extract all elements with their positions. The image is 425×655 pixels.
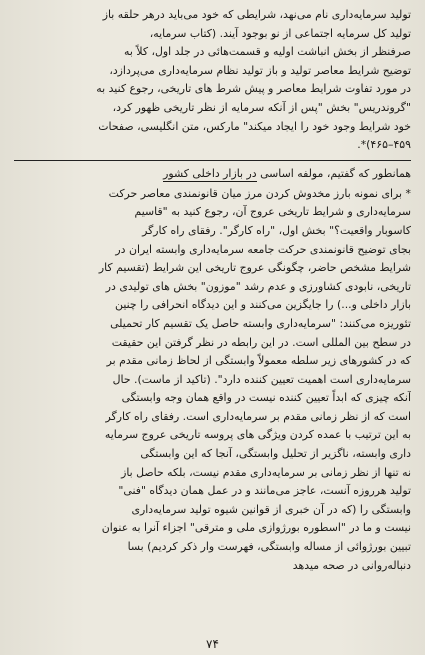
text-line: بجای توضیح قانونمندی حرکت جامعه سرمایه‌داری وابسته ایران در <box>115 242 411 256</box>
text-line: در سطح بین المللی است. در این رابطه در نظر گرفتن این حقیقت <box>111 335 411 349</box>
text-line: تولید سرمایه‌داری نام می‌نهد، شرایطی که خود می‌باید درهر حلقه باز <box>102 8 411 21</box>
text-line: سرمایه‌داری و شرایط تاریخی عروج آن، رجوع کنید به "قاسیم <box>134 205 411 219</box>
text-line: به این ترتیب با عمده کردن ویژگی های پروسه تاریخی عروج سرمایه <box>104 428 411 442</box>
text-line: نه تنها از نظر زمانی بر سرمایه‌داری مقدم نیست، بلکه حاصل باز <box>121 465 411 479</box>
text-line: است که از نظر زمانی مقدم بر سرمایه‌داری است. رفقای راه کارگر <box>105 409 411 423</box>
heading-underlined-text: در بازار داخلی کشور <box>163 166 257 180</box>
text-line: تبیین بورژوائی از مساله وابستگی، فهرست وار ذکر کردیم) بسا <box>127 540 411 554</box>
text-line: کاسوبار واقعیت؟" بخش اول، "راه کارگر". رفقای راه کارگر <box>142 223 411 237</box>
text-line: تاریخی، نابودی کشاورزی و عدم رشد "موزون" بخش های تولیدی در <box>105 279 411 293</box>
footnote-paragraph <box>14 185 411 575</box>
section-divider <box>14 160 411 161</box>
page-number: ۷۴ <box>206 637 219 651</box>
text-line: دنباله‌روانی در صحه میدهد <box>292 558 411 572</box>
text-line: ۴۵۹–۴۶۵)*. <box>357 138 411 152</box>
text-line: * برای نمونه بارز مخدوش کردن مرز میان قانونمندی معاصر حرکت <box>108 186 411 200</box>
text-line: وابستگی را (که در آن خبری از قوانین شیوه تولید سرمایه‌داری <box>131 502 411 516</box>
text-line: خود شرایط وجود خود را ایجاد میکند" مارکس، متن انگلیسی، صفحات <box>98 119 411 133</box>
text-line: سرمایه‌داری است اهمیت تعیین کننده دارد". (تاکید از ماست). حال <box>112 372 411 386</box>
text-line: که در کشورهای زیر سلطه معمولاً وابستگی از لحاظ زمانی مقدم بر <box>106 354 411 368</box>
text-line: شرایط مشخص حاضر، چگونگی عروج تاریخی این شرایط (تقسیم کار <box>98 261 411 275</box>
text-line: در مورد تفاوت شرایط معاصر و پیش شرط های تاریخی، رجوع کنید به <box>96 82 411 96</box>
text-line: "گروندریس" بخش "پس از آنکه سرمایه از نظر تاریخی ظهور کرد، <box>112 100 411 114</box>
text-line: توضیح شرایط معاصر تولید و باز تولید نظام سرمایه‌داری می‌پردازد، <box>109 63 411 77</box>
text-line: تولید کل سرمایه اجتماعی از نو بوجود آیند. (کتاب سرمایه، <box>149 26 411 40</box>
text-line: آنکه چیزی که ابداً تعیین کننده نیست در واقع همان وجه وابستگی <box>121 391 411 405</box>
paragraph-continuation <box>14 6 411 155</box>
text-line: بازار داخلی و...) را جایگزین می‌کنند و این دیدگاه انحرافی را چنین <box>115 298 411 312</box>
text-line: تولید هرروزه آنست، عاجز می‌مانند و در عمل همان دیدگاه "فنی" <box>118 484 411 498</box>
heading-text: همانطور که گفتیم، مولفه اساسی <box>260 166 411 180</box>
text-line: صرفنظر از بخش انباشت اولیه و قسمت‌هائی در جلد اول، کلاً به <box>124 45 411 59</box>
text-line: نیست و ما در "اسطوره بورژوازی ملی و مترقی" اجزاء آنرا به عنوان <box>101 521 411 535</box>
text-line: تئوریزه می‌کنند: "سرمایه‌داری وابسته حاصل یک تقسیم کار تحمیلی <box>110 316 411 330</box>
section-heading <box>14 165 411 183</box>
text-line: داری وابسته، ناگزیر از تحلیل وابستگی، آنجا که این وابستگی <box>140 447 411 461</box>
